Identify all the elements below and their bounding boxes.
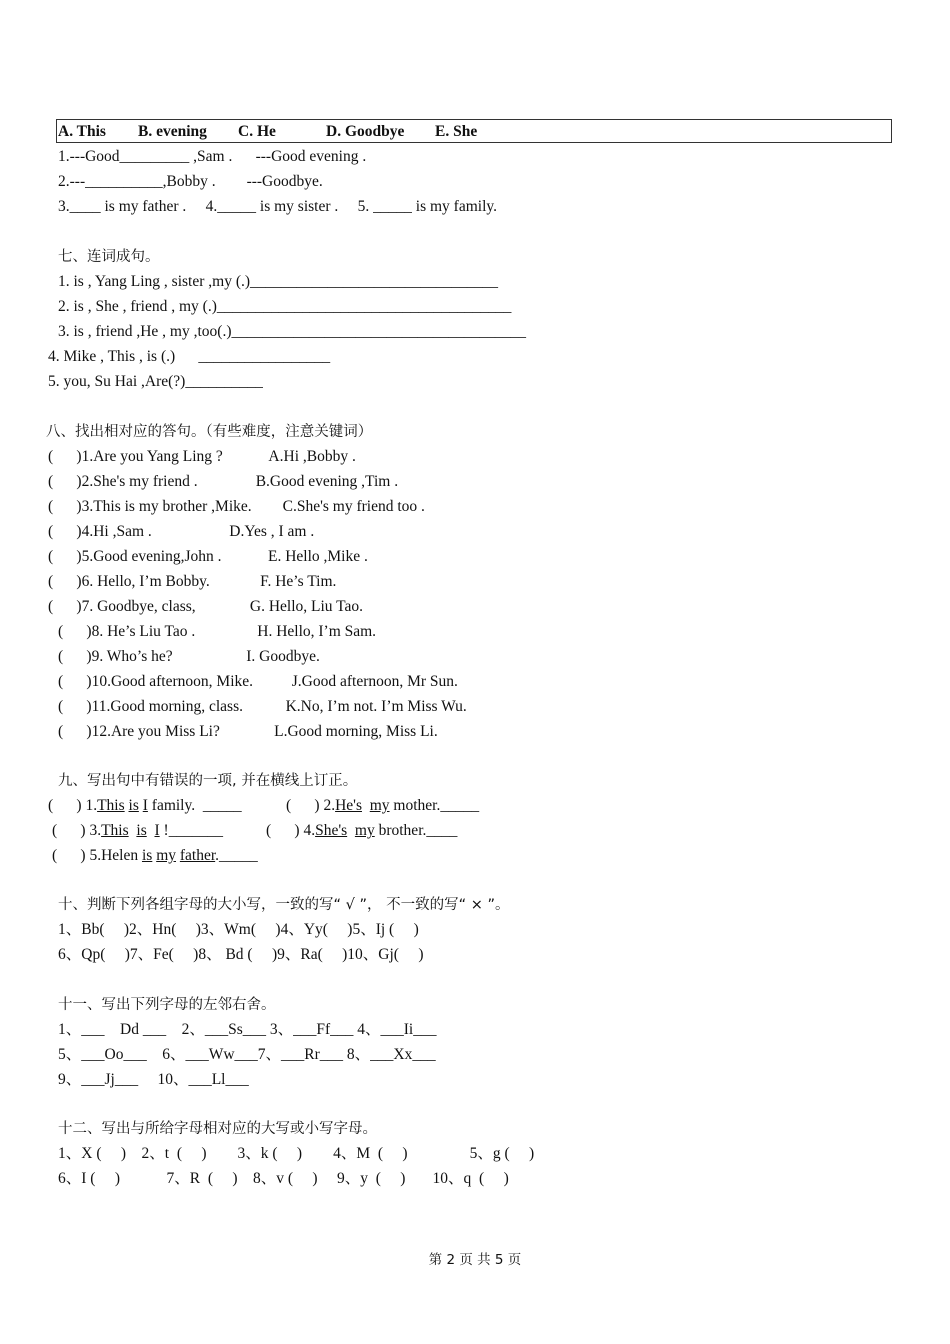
section-12-title: 十二、写出与所给字母相对应的大写或小写字母。 (58, 1121, 377, 1137)
word-option-b: B. evening (138, 123, 207, 140)
s7-line-3: 3. is , friend ,He , my ,too(.)______________________________________ (58, 323, 526, 340)
s7-line-2: 2. is , She , friend , my (.)______________________________________ (58, 298, 512, 315)
section-10-title: 十、判断下列各组字母的大小写，一致的写“ √ ”， 不一致的写“ × ”。 (58, 897, 510, 913)
s8-line-7: ( )7. Goodbye, class, G. Hello, Liu Tao. (48, 598, 364, 615)
section-9-title: 九、写出句中有错误的一项, 并在横线上订正。 (58, 773, 358, 789)
s11-line-2: 5、___Oo___ 6、___Ww___7、___Rr___ 8、___Xx___ (58, 1046, 436, 1063)
s11-line-3: 9、___Jj___ 10、___Ll___ (58, 1071, 249, 1088)
s12-line-2: 6、I ( ) 7、R ( ) 8、v ( ) 9、y ( ) 10、q ( ) (58, 1170, 509, 1187)
s7-line-1: 1. is , Yang Ling , sister ,my (.)________________________________ (58, 273, 499, 290)
s9-question-1: ( ) 1.This is I family. _____ (48, 797, 242, 814)
s8-line-12: ( )12.Are you Miss Li? L.Good morning, Miss Li. (58, 723, 438, 740)
section-8-title: 八、找出相对应的答句。（有些难度，注意关键词） (46, 424, 373, 440)
s8-line-2: ( )2.She's my friend . B.Good evening ,Tim . (48, 473, 399, 490)
s6-line-3: 3.____ is my father . 4._____ is my sister . 5. _____ is my family. (58, 198, 497, 215)
s8-line-1: ( )1.Are you Yang Ling ? A.Hi ,Bobby . (48, 448, 356, 465)
s9-question-5: ( ) 5.Helen is my father._____ (52, 847, 258, 864)
word-option-c: C. He (238, 123, 276, 140)
s6-line-1: 1.---Good_________ ,Sam . ---Good evening . (58, 148, 367, 165)
s8-line-5: ( )5.Good evening,John . E. Hello ,Mike . (48, 548, 368, 565)
s9-question-4: ( ) 4.She's my brother.____ (266, 822, 458, 839)
s8-line-8: ( )8. He’s Liu Tao . H. Hello, I’m Sam. (58, 623, 377, 640)
section-7-title: 七、连词成句。 (58, 249, 160, 265)
s9-question-3: ( ) 3.This is I !_______ (52, 822, 223, 839)
s8-line-3: ( )3.This is my brother ,Mike. C.She's my friend too . (48, 498, 425, 515)
section-11-title: 十一、写出下列字母的左邻右舍。 (58, 997, 276, 1013)
s7-line-4: 4. Mike , This , is (.) _________________ (48, 348, 331, 365)
s11-line-1: 1、___ Dd ___ 2、___Ss___ 3、___Ff___ 4、___Ii___ (58, 1021, 437, 1038)
word-option-e: E. She (435, 123, 478, 140)
s8-line-11: ( )11.Good morning, class. K.No, I’m not. I’m Miss Wu. (58, 698, 467, 715)
s8-line-6: ( )6. Hello, I’m Bobby. F. He’s Tim. (48, 573, 337, 590)
s8-line-4: ( )4.Hi ,Sam . D.Yes , I am . (48, 523, 315, 540)
s9-question-2: ( ) 2.He's my mother._____ (286, 797, 480, 814)
word-option-a: A. This (58, 123, 106, 140)
s10-line-2: 6、Qp( )7、Fe( )8、 Bd ( )9、Ra( )10、Gj( ) (58, 946, 424, 963)
s8-line-10: ( )10.Good afternoon, Mike. J.Good afternoon, Mr Sun. (58, 673, 458, 690)
word-option-d: D. Goodbye (326, 123, 405, 140)
s6-line-2: 2.---__________,Bobby . ---Goodbye. (58, 173, 323, 190)
page-footer: 第 2 页 共 5 页 (428, 1252, 522, 1268)
s7-line-5: 5. you, Su Hai ,Are(?)__________ (48, 373, 263, 390)
s8-line-9: ( )9. Who’s he? I. Goodbye. (58, 648, 320, 665)
s10-line-1: 1、Bb( )2、Hn( )3、Wm( )4、Yy( )5、Ij ( ) (58, 921, 419, 938)
s12-line-1: 1、X ( ) 2、t ( ) 3、k ( ) 4、M ( ) 5、g ( ) (58, 1145, 535, 1162)
